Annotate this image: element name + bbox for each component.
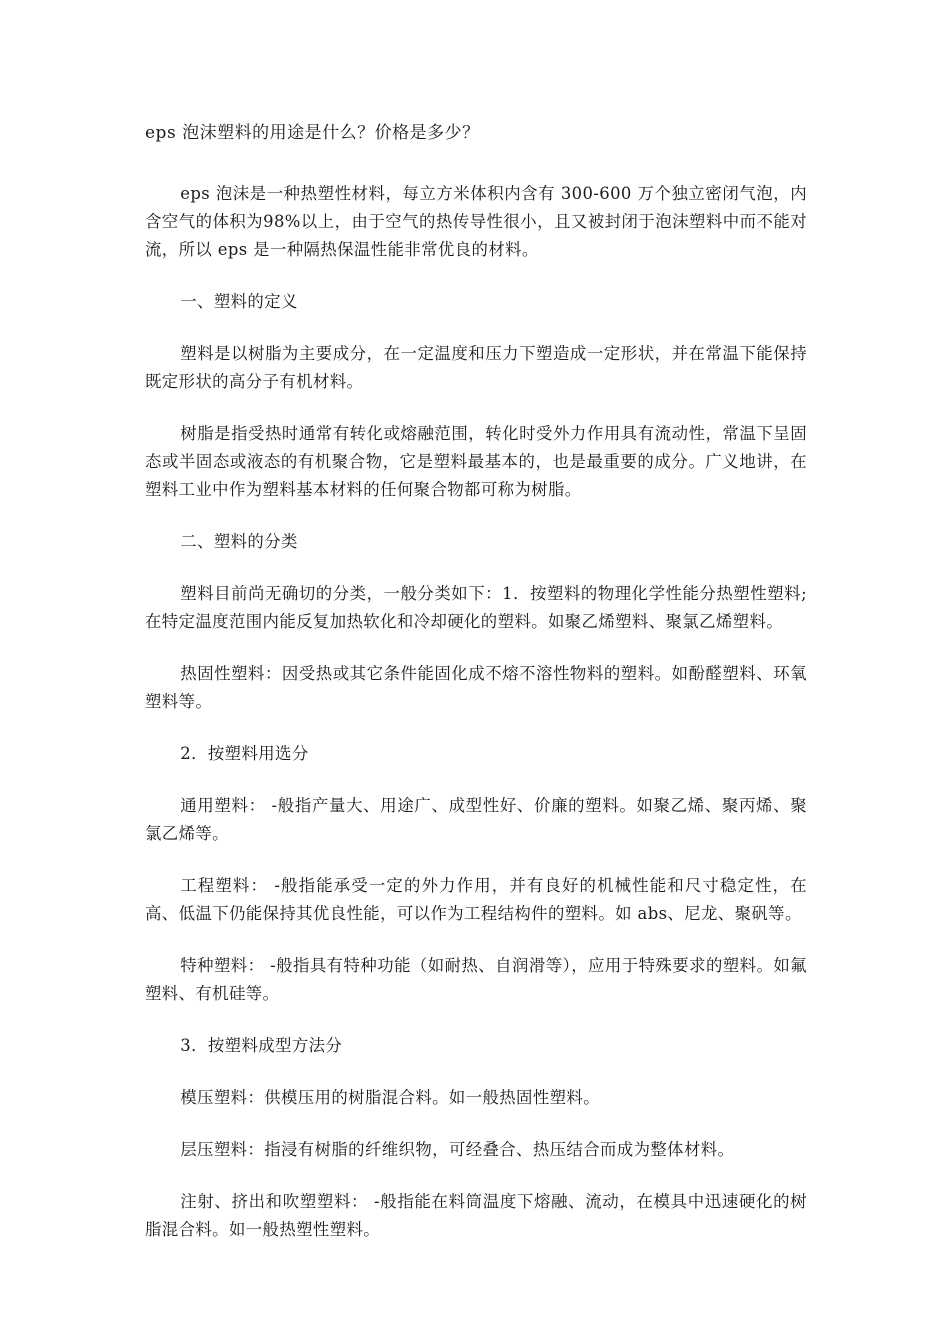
subheading-by-molding: 3．按塑料成型方法分 bbox=[180, 1036, 343, 1055]
paragraph-thermoset: 热固性塑料：因受热或其它条件能固化成不熔不溶性物料的塑料。如酚醛塑料、环氧塑料等。 bbox=[145, 664, 807, 711]
paragraph-plastic-definition: 塑料是以树脂为主要成分，在一定温度和压力下塑造成一定形状，并在常温下能保持既定形状的高分子有机材料。 bbox=[145, 344, 807, 391]
paragraph-eps-intro: eps 泡沫是一种热塑性材料，每立方米体积内含有 300-600 万个独立密闭气泡，内含空气的体积为98%以上，由于空气的热传导性很小，且又被封闭于泡沫塑料中而不能对流，所以 eps 是一种隔热保温性能非常优良的材料。 bbox=[145, 184, 807, 259]
subheading-by-use: 2．按塑料用选分 bbox=[180, 744, 309, 763]
paragraph-engineering-plastics: 工程塑料： -般指能承受一定的外力作用，并有良好的机械性能和尺寸稳定性，在高、低温下仍能保持其优良性能，可以作为工程结构件的塑料。如 abs、尼龙、聚矾等。 bbox=[145, 876, 807, 923]
paragraph-general-plastics: 通用塑料： -般指产量大、用途广、成型性好、价廉的塑料。如聚乙烯、聚丙烯、聚氯乙烯等。 bbox=[145, 796, 807, 843]
document-page bbox=[145, 118, 807, 1268]
paragraph-laminated-plastics: 层压塑料：指浸有树脂的纤维织物，可经叠合、热压结合而成为整体材料。 bbox=[180, 1140, 735, 1159]
section-heading-definition: 一、塑料的定义 bbox=[180, 292, 298, 311]
paragraph-thermoplastic: 塑料目前尚无确切的分类，一般分类如下：1．按塑料的物理化学性能分热塑性塑料;在特定温度范围内能反复加热软化和冷却硬化的塑料。如聚乙烯塑料、聚氯乙烯塑料。 bbox=[145, 584, 807, 631]
paragraph-molding-plastics: 模压塑料：供模压用的树脂混合料。如一般热固性塑料。 bbox=[180, 1088, 601, 1107]
document-title: eps 泡沫塑料的用途是什么？价格是多少？ bbox=[145, 123, 480, 143]
paragraph-resin-definition: 树脂是指受热时通常有转化或熔融范围，转化时受外力作用具有流动性，常温下呈固态或半固态或液态的有机聚合物，它是塑料最基本的，也是最重要的成分。广义地讲，在塑料工业中作为塑料基本材料的任何聚合物都可称为树脂。 bbox=[145, 424, 807, 499]
section-heading-classification: 二、塑料的分类 bbox=[180, 532, 298, 551]
paragraph-special-plastics: 特种塑料： -般指具有特种功能（如耐热、自润滑等），应用于特殊要求的塑料。如氟塑料、有机硅等。 bbox=[145, 956, 807, 1003]
paragraph-injection-plastics: 注射、挤出和吹塑塑料： -般指能在料筒温度下熔融、流动，在模具中迅速硬化的树脂混合料。如一般热塑性塑料。 bbox=[145, 1192, 807, 1239]
